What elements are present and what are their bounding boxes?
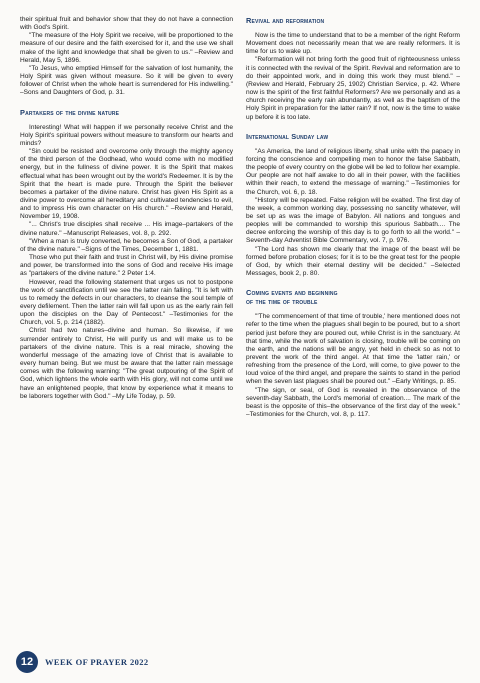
quote-paragraph: "When a man is truly converted, he becomes a Son of God, a partaker of the divine nature." –Signs of the Times, December 1, 1881. — [20, 237, 233, 253]
page-number-badge: 12 — [16, 651, 38, 673]
paragraph: Now is the time to understand that to be a member of the right Reform Movement does not necessarily mean that we are really reformers. It is time for us to wake up. — [246, 32, 460, 56]
heading-line: of the time of trouble — [246, 297, 318, 307]
section-heading-coming-events — [246, 288, 460, 306]
quote-paragraph: "... Christ's true disciples shall receive ... His image–partakers of the divine nature." –Manuscript Releases, vol. 8, p. 292. — [20, 221, 233, 237]
quote-paragraph: "To Jesus, who emptied Himself for the salvation of lost humanity, the Holy Spirit was given without measure. So it will be given to every follower of Christ when the whole heart is surrendered for His indwelling." –Sons and Daughters of God, p. 31. — [20, 64, 233, 97]
quote-paragraph: "Sin could be resisted and overcome only through the mighty agency of the third person of the Godhead, who would come with no modified energy, but in the fullness of divine power. It is the Spirit that makes effectual what has been wrought out by the world's Redeemer. It is by the Spirit that the heart is made pure. Through the Spirit the believer becomes a partaker of the divine nature. Christ has given His Spirit as a divine power to overcome all hereditary and cultivated tendencies to evil, and to impress His own character on His church." –Review and Herald, November 19, 1908. — [20, 148, 233, 221]
publication-title: WEEK OF PRAYER 2022 — [45, 657, 149, 667]
quote-paragraph: "History will be repeated. False religion will be exalted. The first day of the week, a common working day, possessing no sanctity whatever, will be set up as was the image of Babylon. All nations and tongues and peoples will be commanded to worship this spurious Sabbath.... The decree enforcing the worship of this day is to go forth to all the world." –Seventh-day Adventist Bible Commentary, vol. 7, p. 976. — [246, 196, 460, 245]
paragraph: Christ had two natures–divine and human. So likewise, if we surrender entirely to Christ, He will purify us and will make us to be partakers of the divine nature. This is a real miracle, showing the wonderful message of the amazing love of Christ that is available to every human being. But we must be aware that the latter rain message comes with the following warning: "The great outpouring of the Spirit of God, which lightens the whole earth with His glory, will not come until we have an enlightened people, that know by experience what it means to be laborers together with God." –My Life Today, p. 59. — [20, 327, 233, 400]
paragraph: However, read the following statement that urges us not to postpone the work of sanctification until we see the latter rain falling. "It is left with us to remedy the defects in our characters, to cleanse the soul temple of every defilement. Then the latter rain will fall upon us as the early rain fell upon the disciples on the Day of Pentecost." –Testimonies for the Church, vol. 5, p. 214 (1882). — [20, 278, 233, 327]
paragraph: Interesting! What will happen if we personally receive Christ and the Holy Spirit's spiritual powers without measure to transform our hearts and minds? — [20, 123, 233, 147]
quote-paragraph: "The sign, or seal, of God is revealed in the observance of the seventh-day Sabbath, the Lord's memorial of creation.... The mark of the beast is the opposite of this–the observance of the first day of the week." –Testimonies for the Church, vol. 8, p. 117. — [246, 386, 460, 419]
section-heading-revival: Revival and reformation — [246, 16, 325, 25]
page-footer — [16, 650, 216, 674]
quote-paragraph: "'The commencement of that time of trouble,' here mentioned does not refer to the time when the plagues shall begin to be poured, but to a short period just before they are poured out, while Christ is in the sanctuary. At that time, while the work of salvation is closing, trouble will be coming on the earth, and the nations will be angry, yet held in check so as not to prevent the work of the third angel. At that time the 'latter rain,' or refreshing from the presence of the Lord, will come, to give power to the loud voice of the third angel, and prepare the saints to stand in the period when the seven last plagues shall be poured out." –Early Writings, p. 85. — [246, 313, 460, 386]
quote-paragraph: "The Lord has shown me clearly that the image of the beast will be formed before probation closes; for it is to be the great test for the people of God, by which their eternal destiny will be decided." –Selected Messages, book 2, p. 80. — [246, 245, 460, 278]
left-column — [20, 16, 233, 401]
quote-paragraph: "As America, the land of religious liberty, shall unite with the papacy in forcing the conscience and compelling men to honor the false Sabbath, the people of every country on the globe will be led to follow her example. Our people are not half awake to do all in their power, with the facilities within their reach, to extend the message of warning." –Testimonies for the Church, vol. 6, p. 18. — [246, 147, 460, 196]
quote-paragraph: "The measure of the Holy Spirit we receive, will be proportioned to the measure of our desire and the faith exercised for it, and the use we shall make of the light and knowledge that shall be given to us." –Review and Herald, May 5, 1896. — [20, 32, 233, 64]
paragraph: their spiritual fruit and behavior show that they do not have a connection with God's Spirit. — [20, 16, 233, 32]
right-column — [246, 16, 460, 419]
heading-line: Coming events and beginning — [246, 288, 338, 298]
paragraph: Those who put their faith and trust in Christ will, by His divine promise and power, be transformed into the sons of God and receive His image as "partakers of the divine nature." 2 Peter 1:4. — [20, 254, 233, 278]
quote-paragraph: "Reformation will not bring forth the good fruit of righteousness unless it is connected with the revival of the Spirit. Revival and reformation are to do their appointed work, and in doing this work they must blend." –(Review and Herald, February 25, 1902) Christian Service, p. 42. Where now is the spirit of the first faithful Reformers? Are we personally and as a church receiving the early rain abundantly, as well as the baptism of the Holy Spirit in preparation for the latter rain? If not, now is the time to wake up before it is too late. — [246, 56, 460, 121]
section-heading-sunday-law: International Sunday law — [246, 131, 329, 141]
section-heading-partakers: Partakers of the divine nature — [20, 107, 120, 117]
